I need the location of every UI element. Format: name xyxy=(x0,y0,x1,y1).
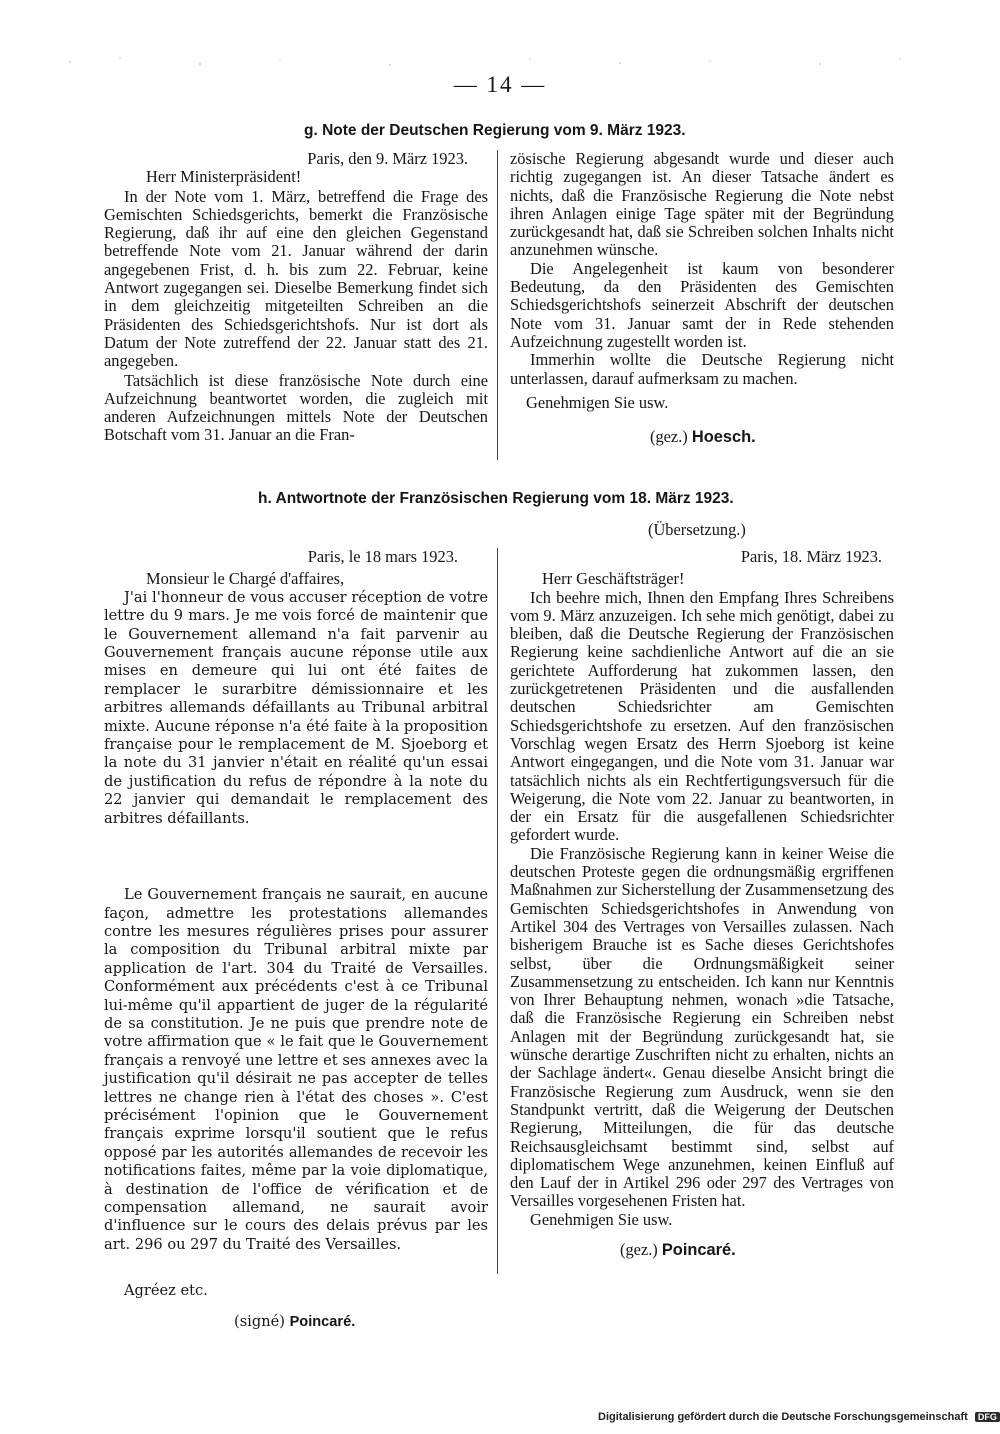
signature-name: Poincaré. xyxy=(661,1240,736,1259)
section-g-paragraph: Die Angelegenheit ist kaum von besonderer Bedeutung, da den Präsidenten des Gemischten Schiedsgerichtshofs seinerzeit Abschrift der deutschen Note vom 31. Januar samt der in Rede stehenden Aufzeichnung zugestellt worden ist. xyxy=(510,258,894,351)
fr-paragraph: J'ai l'honneur de vous accuser réception de votre lettre du 9 mars. Je me vois forcé de maintenir que le Gouvernement allemand n'a fait parvenir au Gouvernement français aucune réponse utile aux mises en demeure qui lui ont été faites de remplacer le surarbitre démissionnaire et les arbitres allemands défaillants au Tribunal arbitral mixte. Aucune réponse n'a été faite à la proposition française pour le remplacement de M. Sjoeborg et la note du 31 janvier n'était en réalité qu'un essai de justification du refus de répondre à la note du 22 janvier qui demandait le remplacement des arbitres défaillants. xyxy=(104,588,488,827)
de-salutation: Herr Geschäftsträger! xyxy=(542,569,685,589)
fr-paragraph: Le Gouvernement français ne saurait, en aucune façon, admettre les protestations allemandes contre les mesures régulières prises pour assurer la composition du Tribunal arbitral mixte par application de l'art. 304 du Traité de Versailles. Conformément aux précédents c'est à ce Tribunal lui-même qu'il appartient de juger de la régularité de sa constitution. Je ne puis que prendre note de votre affirmation que « le fait que le Gouvernement français a renvoyé une lettre et ses annexes avec la justification qu'il désirait ne pas accepter de telles lettres ne change rien à l'état des choses ». C'est précisément l'opinion que le Gouvernement français exprime lorsqu'il soutient que le refus opposé par les autorités allemandes de recevoir les notifications faites, même par la voie diplomatique, à destination de l'office de vérification et de compensation allemand, ne saurait avoir d'influence sur le cours des delais prévus par les art. 296 ou 297 du Traité des Versailles. xyxy=(104,886,488,1253)
column-divider xyxy=(497,548,498,1274)
section-g-place-date: Paris, den 9. März 1923. xyxy=(307,149,468,168)
section-h-title: h. Antwortnote der Französischen Regierung vom 18. März 1923. xyxy=(258,490,734,507)
section-g-paragraph: zösische Regierung abgesandt wurde und dieser auch richtig zugegangen ist. An dieser Tatsache ändert es nichts, daß die Französische Regierung die Note nebst ihren Anlagen einige Tage später mit der Begründung zurückgesandt hat, daß sie Schreiben solchen Inhalts nicht anzunehmen wünsche. xyxy=(510,149,894,260)
fr-salutation: Monsieur le Chargé d'affaires, xyxy=(146,569,345,589)
french-column xyxy=(104,548,488,1331)
signature-name: Hoesch. xyxy=(691,428,756,447)
section-g-closing: Genehmigen Sie usw. xyxy=(526,392,669,412)
signature-prefix: (signé) xyxy=(234,1312,285,1330)
page-number: — 14 — xyxy=(453,72,547,97)
german-column xyxy=(510,548,894,1259)
section-g-left-column xyxy=(104,150,488,445)
credit-text: Digitalisierung gefördert durch die Deutsche Forschungsgemeinschaft xyxy=(598,1411,968,1423)
de-paragraph: Die Französische Regierung kann in keiner Weise die deutschen Proteste gegen die ordnungsmäßig ergriffenen Maßnahmen zur Sicherstellung der Zusammensetzung des Gemischten Schiedsgerichtshofes in Anwendung von Artikel 304 des Vertrages von Versailles zulassen. Nach bisherigem Brauche ist es Sache dieses Gerichtshofes selbst, über die Ordnungsmäßigkeit seiner Zusammensetzung zu entscheiden. Ich kann nur Kenntnis von Ihrer Behauptung nehmen, wonach »die Tatsache, daß die Französische Regierung ein Schreiben nebst Anlagen mit der Begründung zurückgesandt hat, sie wünsche derartige Zuschriften nicht zu erhalten, nichts an der Sachlage ändert«. Genau dieselbe Ansicht bringt die Französische Regierung zum Ausdruck, wenn sie den Standpunkt vertritt, daß die Weigerung der Deutschen Regierung, Mitteilungen, die für das deutsche Reichsausgleichsamt bestimmt sind, selbst auf diplomatischem Wege anzunehmen, keinen Einfluß auf den Lauf der in Artikel 296 oder 297 des Vertrages von Versailles vorgesehenen Fristen hat. xyxy=(510,843,894,1211)
section-g-paragraph: In der Note vom 1. März, betreffend die Frage des Gemischten Schiedsgerichts, bemerkt die Französische Regierung, daß ihr auf eine den gleichen Gegenstand betreffende Note vom 21. Januar während der darin angegebenen Frist, d. h. bis zum 22. Februar, keine Antwort zugegangen sei. Dieselbe Bemerkung findet sich in dem gleichzeitig mitgeteilten Schreiben an die Präsidenten des Schiedsgerichtshofs. Nur ist dort als Datum der Note zutreffend der 22. Januar statt des 21. angegeben. xyxy=(104,186,488,371)
dfg-logo: DFG xyxy=(975,1412,1000,1422)
translation-note: (Übersetzung.) xyxy=(648,520,746,539)
section-g-salutation: Herr Ministerpräsident! xyxy=(146,167,302,187)
digitization-credit xyxy=(598,1411,1000,1423)
signature-prefix: (gez.) xyxy=(650,427,688,447)
section-g-paragraph: Immerhin wollte die Deutsche Regierung nicht unterlassen, darauf aufmerksam zu machen. xyxy=(510,350,894,388)
signature-name: Poincaré. xyxy=(289,1313,356,1330)
section-g-title: g. Note der Deutschen Regierung vom 9. März 1923. xyxy=(304,122,686,139)
de-closing: Genehmigen Sie usw. xyxy=(530,1209,673,1229)
section-g-right-column xyxy=(510,150,894,446)
section-g-signature xyxy=(510,428,894,446)
de-signature xyxy=(510,1241,894,1259)
fr-closing: Agréez etc. xyxy=(124,1282,208,1300)
column-divider xyxy=(497,150,498,460)
fr-signature xyxy=(104,1313,488,1331)
de-paragraph: Ich beehre mich, Ihnen den Empfang Ihres Schreibens vom 9. März anzuzeigen. Ich sehe mich genötigt, dabei zu bleiben, daß die Deutsche Regierung der Französischen Regierung keine sachdienliche Antwort auf die an sie gerichtete Aufforderung hat zukommen lassen, den zurückgetretenen Präsidenten und die ausfallenden deutschen Schiedsrichter am Gemischten Schiedsgerichtshofe zu ersetzen. Auf den französischen Vorschlag wegen Ersatz des Herrn Sjoeborg ist keine Antwort eingegangen, und die Note vom 31. Januar war tatsächlich nichts als ein Rechtfertigungsversuch für die Weigerung, die Note vom 22. Januar zu beantworten, in der ein Ersatz für die ausgefallenen Schiedsrichter gefordert wurde. xyxy=(510,587,894,845)
signature-prefix: (gez.) xyxy=(620,1239,658,1259)
section-g-paragraph: Tatsächlich ist diese französische Note durch eine Aufzeichnung beantwortet worden, die zugleich mit anderen Aufzeichnungen mittels Note der Deutschen Botschaft vom 31. Januar an die Fran- xyxy=(104,370,488,445)
de-place-date: Paris, 18. März 1923. xyxy=(740,547,882,566)
fr-place-date: Paris, le 18 mars 1923. xyxy=(307,547,458,566)
